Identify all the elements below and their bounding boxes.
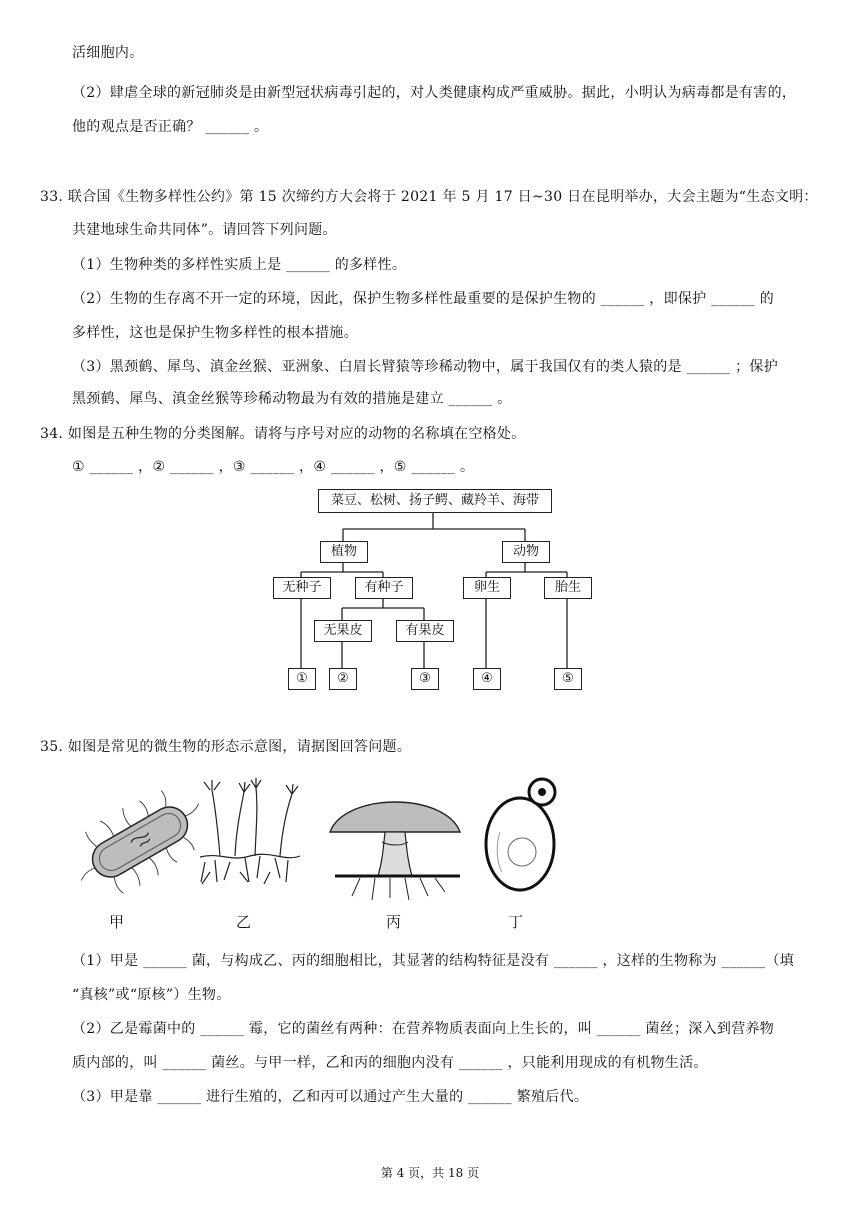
- question-35-part-1: （1）甲是 ______ 菌，与构成乙、丙的细胞相比，其显著的结构特征是没有 ______ ，这样的生物称为 ______（填: [72, 953, 795, 969]
- text-line: “真核”或“原核”）生物。: [72, 987, 231, 1003]
- text-line: 多样性，这也是保护生物多样性的根本措施。: [72, 325, 358, 341]
- bacterium-illustration: [60, 774, 219, 910]
- question-33-stem: 33. 联合国《生物多样性公约》第 15 次缔约方大会将于 2021 年 5 月 17 日~30 日在昆明举办，大会主题为“生态文明：: [40, 189, 818, 205]
- question-33-part-3: （3）黑颈鹤、犀鸟、滇金丝猴、亚洲象、白眉长臂猿等珍稀动物中，属于我国仅有的类人猿的是 ______ ；保护: [72, 359, 779, 375]
- question-35-part-2: （2）乙是霉菌中的 ______ 霉，它的菌丝有两种：在营养物质表面向上生长的，叫 ______ 菌丝；深入到营养物: [72, 1021, 775, 1037]
- question-34-stem: 34. 如图是五种生物的分类图解。请将与序号对应的动物的名称填在空格处。: [40, 426, 526, 442]
- microorganism-figure: [60, 772, 580, 912]
- tree-leaf-2: ②: [329, 668, 357, 690]
- question-33-part-2: （2）生物的生存离不开一定的环境，因此，保护生物多样性最重要的是保护生物的 ______ ，即保护 ______ 的: [72, 291, 775, 307]
- tree-leaf-4: ④: [473, 668, 501, 690]
- figure-label-bing: 丙: [386, 913, 402, 931]
- tree-node-oviparous: 卵生: [463, 577, 511, 599]
- tree-node-no-peel: 无果皮: [314, 620, 372, 642]
- yeast-illustration: [486, 779, 555, 890]
- page-footer: 第 4 页，共 18 页: [380, 1166, 480, 1180]
- tree-node-animal: 动物: [502, 541, 550, 563]
- tree-leaf-1: ①: [288, 668, 316, 690]
- question-33-part-1: （1）生物种类的多样性实质上是 ______ 的多样性。: [72, 257, 407, 273]
- text-line: 活细胞内。: [72, 45, 144, 61]
- tree-node-plant: 植物: [320, 541, 368, 563]
- text-line: 共建地球生命共同体”。请回答下列问题。: [72, 222, 337, 238]
- tree-node-peel: 有果皮: [396, 620, 454, 642]
- text-line: 黑颈鹤、犀鸟、滇金丝猴等珍稀动物最为有效的措施是建立 ______ 。: [72, 391, 512, 407]
- text-line: （2）肆虐全球的新冠肺炎是由新型冠状病毒引起的，对人类健康构成严重威胁。据此，小明认为病毒都是有害的，: [72, 85, 797, 101]
- mold-illustration: [200, 778, 300, 884]
- figure-label-jia: 甲: [109, 913, 125, 931]
- question-35-part-3: （3）甲是靠 ______ 进行生殖的，乙和丙可以通过产生大量的 ______ 繁殖后代。: [72, 1089, 589, 1105]
- tree-node-viviparous: 胎生: [544, 577, 592, 599]
- question-34-blanks: ① ______ ，② ______ ，③ ______ ，④ ______ ，⑤ ______ 。: [72, 459, 475, 475]
- tree-leaf-3: ③: [411, 668, 439, 690]
- figure-label-ding: 丁: [508, 913, 524, 931]
- figure-label-yi: 乙: [236, 913, 252, 931]
- tree-node-no-seed: 无种子: [273, 577, 331, 599]
- text-line: 质内部的，叫 ______ 菌丝。与甲一样，乙和丙的细胞内没有 ______ ，只能利用现成的有机物生活。: [72, 1055, 708, 1071]
- tree-node-seed: 有种子: [355, 577, 413, 599]
- tree-leaf-5: ⑤: [554, 668, 582, 690]
- text-line: 他的观点是否正确？ ______ 。: [72, 119, 269, 135]
- question-35-stem: 35. 如图是常见的微生物的形态示意图，请据图回答问题。: [40, 739, 412, 755]
- tree-root-node: 菜豆、松树、扬子鳄、藏羚羊、海带: [318, 489, 552, 513]
- mushroom-illustration: [330, 802, 460, 900]
